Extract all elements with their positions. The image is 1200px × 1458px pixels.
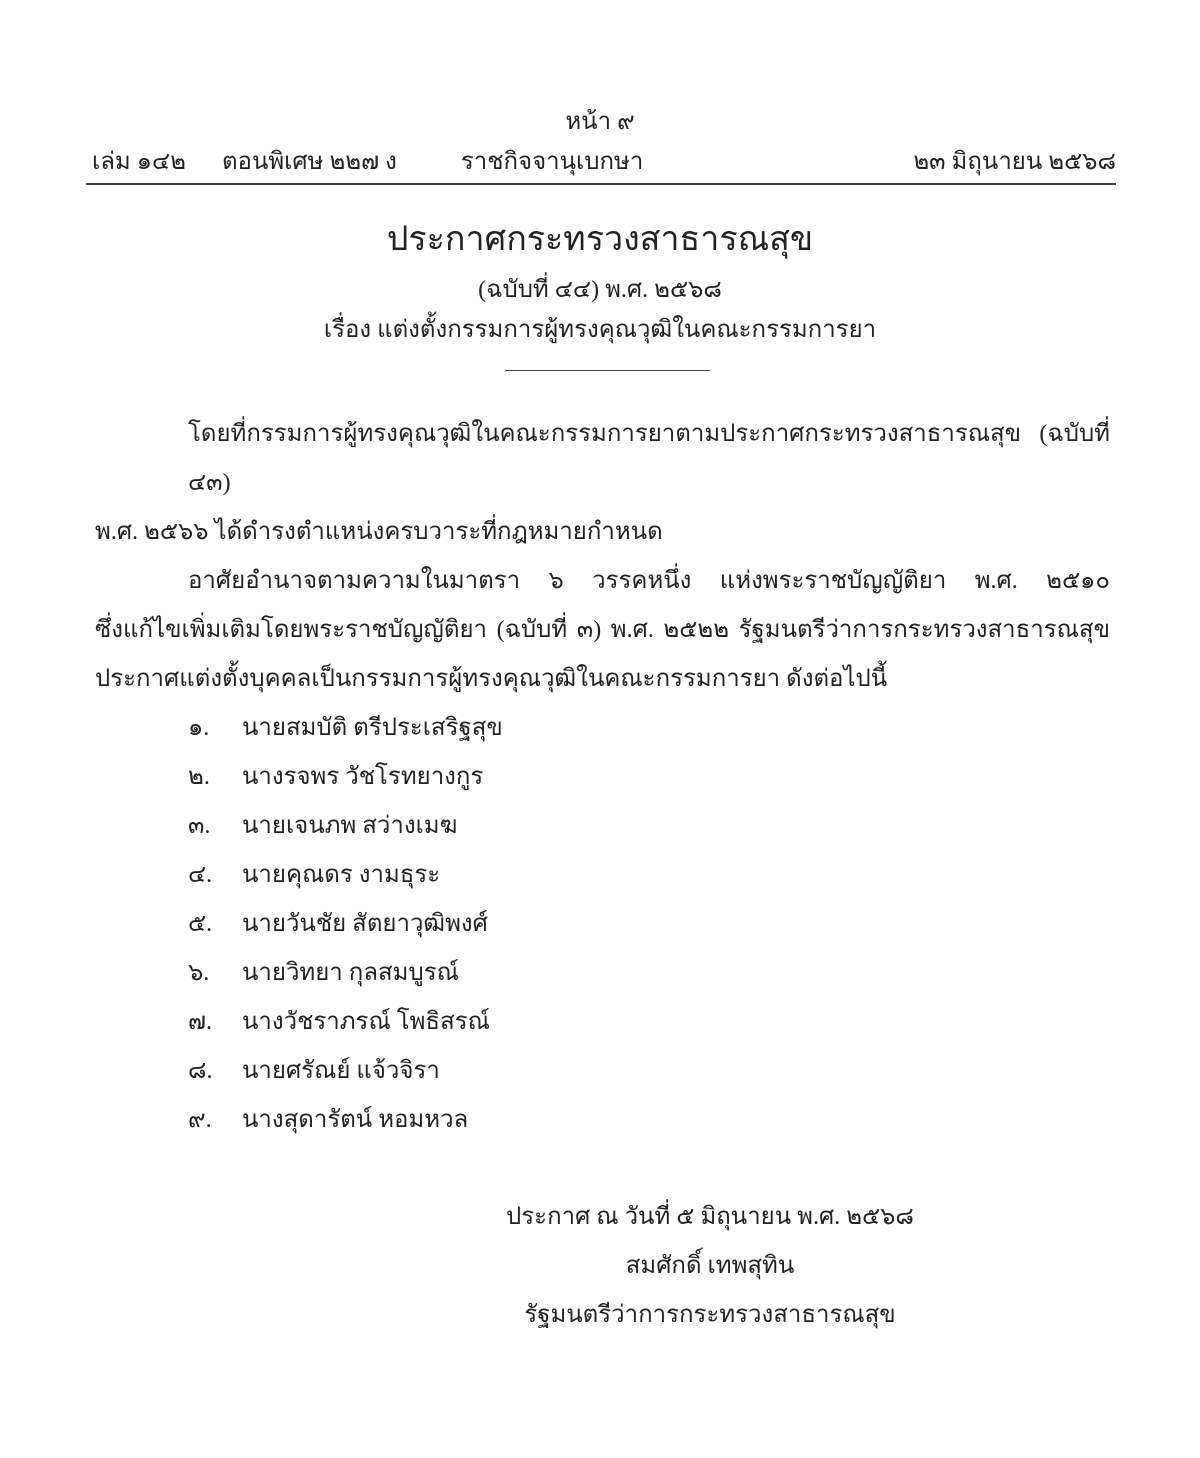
signer-name: สมศักดิ์ เทพสุทิน (625, 1253, 795, 1279)
list-item (95, 1047, 1110, 1096)
list-number: ๘. (188, 1058, 213, 1084)
title-rule (505, 370, 710, 371)
member-name: นายศรัณย์ แจ้วจิรา (242, 1058, 440, 1084)
member-name: นายวิทยา กุลสมบูรณ์ (242, 960, 459, 986)
member-name: นางสุดารัตน์ หอมหวล (242, 1107, 469, 1133)
gazette-date: ๒๓ มิถุนายน ๒๕๖๘ (913, 149, 1116, 175)
announcement-subject: เรื่อง แต่งตั้งกรรมการผู้ทรงคุณวุฒิในคณะกรรมการยา (323, 317, 877, 343)
list-item (95, 704, 1110, 753)
member-name: นายเจนภพ สว่างเมฆ (242, 813, 458, 839)
list-item (95, 900, 1110, 949)
member-name: นางวัชราภรณ์ โพธิสรณ์ (242, 1009, 490, 1035)
gazette-volume: เล่ม ๑๔๒ (92, 149, 186, 175)
header-rule (86, 183, 1116, 185)
paragraph-2-line-3: ประกาศแต่งตั้งบุคคลเป็นกรรมการผู้ทรงคุณวุฒิในคณะกรรมการยา ดังต่อไปนี้ (95, 666, 888, 692)
paragraph-1-line-2: พ.ศ. ๒๕๖๖ ได้ดำรงตำแหน่งครบวาระที่กฎหมายกำหนด (95, 519, 663, 545)
list-number: ๕. (188, 911, 213, 937)
list-item (95, 949, 1110, 998)
list-number: ๗. (188, 1009, 213, 1035)
announcement-title: ประกาศกระทรวงสาธารณสุข (386, 221, 814, 258)
announcement-edition: (ฉบับที่ ๔๔) พ.ศ. ๒๕๖๘ (478, 277, 722, 303)
page-number: หน้า ๙ (565, 109, 635, 135)
gazette-issue: ตอนพิเศษ ๒๒๗ ง (221, 149, 397, 175)
paragraph-2-line-2: ซึ่งแก้ไขเพิ่มเติมโดยพระราชบัญญัติยา (ฉบับที่ ๓) พ.ศ. ๒๕๒๒ รัฐมนตรีว่าการกระทรวงสาธารณสุข (95, 617, 1110, 643)
document-body (95, 410, 1110, 1340)
paragraph-1-line-1: โดยที่กรรมการผู้ทรงคุณวุฒิในคณะกรรมการยาตามประกาศกระทรวงสาธารณสุข (ฉบับที่ ๔๓) (188, 421, 1110, 496)
list-number: ๙. (188, 1107, 212, 1133)
list-item (95, 998, 1110, 1047)
member-name: นางรจพร วัชโรทยางกูร (242, 764, 484, 790)
gazette-name: ราชกิจจานุเบกษา (460, 149, 644, 175)
list-item (95, 753, 1110, 802)
list-number: ๔. (188, 862, 213, 888)
member-name: นายวันชัย สัตยาวุฒิพงศ์ (242, 911, 488, 937)
list-number: ๓. (188, 813, 211, 839)
list-item (95, 802, 1110, 851)
announcement-date: ประกาศ ณ วันที่ ๕ มิถุนายน พ.ศ. ๒๕๖๘ (506, 1204, 914, 1230)
member-name: นายคุณดร งามธุระ (242, 862, 441, 888)
gazette-header (92, 146, 1116, 178)
member-list (95, 704, 1110, 1145)
signer-position: รัฐมนตรีว่าการกระทรวงสาธารณสุข (524, 1302, 896, 1328)
list-number: ๒. (188, 764, 210, 790)
signature-block (410, 1193, 1010, 1340)
list-item (95, 1096, 1110, 1145)
member-name: นายสมบัติ ตรีประเสริฐสุข (242, 715, 503, 741)
paragraph-2-line-1: อาศัยอำนาจตามความในมาตรา ๖ วรรคหนึ่ง แห่งพระราชบัญญัติยา พ.ศ. ๒๕๑๐ (188, 568, 1110, 594)
list-item (95, 851, 1110, 900)
list-number: ๑. (188, 715, 210, 741)
list-number: ๖. (188, 960, 210, 986)
